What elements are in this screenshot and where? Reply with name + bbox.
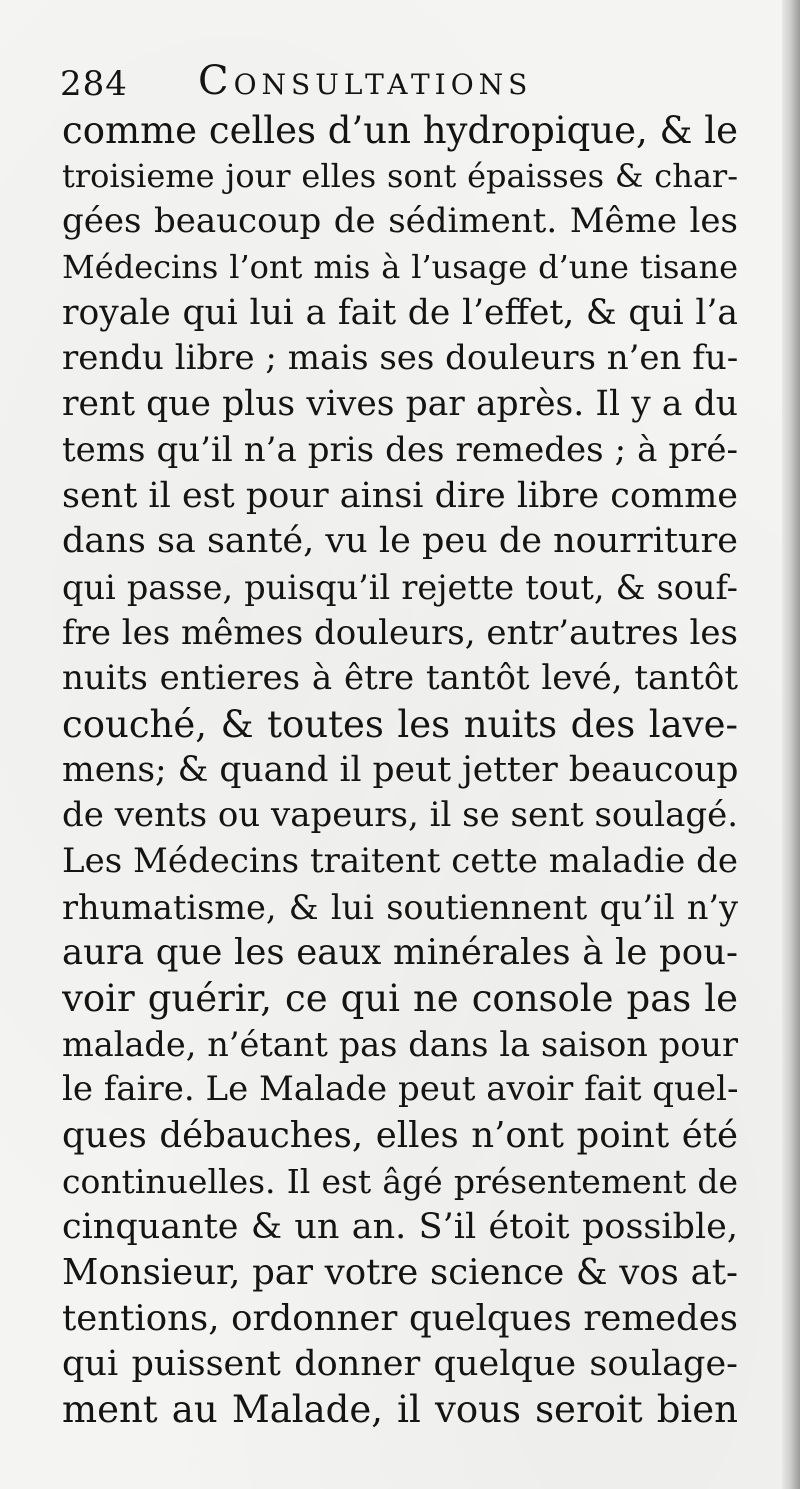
text-line: gées beaucoup de sédiment. Même les — [62, 201, 738, 242]
text-line: rhumatisme, & lui soutiennent qu’il n’y — [62, 887, 738, 927]
text-line: rendu libre ; mais ses douleurs n’en fu- — [62, 338, 738, 379]
page-header — [60, 58, 620, 106]
text-line: Médecins l’ont mis à l’usage d’une tisane — [62, 248, 738, 287]
text-line: ment au Malade, il vous seroit bien — [62, 1388, 738, 1432]
text-line: troisieme jour elles sont épaisses & char- — [62, 156, 738, 195]
text-line: comme celles d’un hydropique, & le — [62, 109, 738, 152]
text-line: Les Médecins traitent cette maladie de — [62, 841, 738, 881]
text-line: royale qui lui a fait de l’effet, & qui l’a — [62, 292, 738, 333]
page-edge-shadow — [782, 0, 800, 1489]
text-line: qui puissent donner quelque soulage- — [62, 1343, 738, 1384]
text-line: aura que les eaux minérales à le pou- — [62, 932, 738, 974]
text-line: tentions, ordonner quelques remedes — [62, 1297, 738, 1339]
text-line: tems qu’il n’a pris des remedes ; à pré- — [62, 429, 738, 470]
text-line: malade, n’étant pas dans la saison pour — [62, 1024, 738, 1064]
text-line: sent il est pour ainsi dire libre comme — [62, 475, 738, 516]
text-line: qui passe, puisqu’il rejette tout, & souf- — [62, 567, 738, 607]
text-line: fre les mêmes douleurs, entr’autres les — [62, 612, 738, 653]
text-line: nuits entieres à être tantôt levé, tantôt — [62, 658, 738, 699]
text-line: Monsieur, par votre science & vos at- — [62, 1252, 738, 1294]
text-line: le faire. Le Malade peut avoir fait quel- — [62, 1069, 738, 1110]
body-text — [62, 108, 738, 1433]
text-line: couché, & toutes les nuits des lave- — [62, 702, 738, 746]
text-line: rent que plus vives par après. Il y a du — [62, 384, 738, 425]
text-line: de vents ou vapeurs, il se sent soulagé. — [62, 795, 738, 836]
text-line: voir guérir, ce qui ne console pas le — [62, 977, 738, 1021]
text-line: continuelles. Il est âgé présentement de — [62, 1161, 738, 1201]
text-line: ques débauches, elles n’ont point été — [62, 1115, 738, 1157]
text-line: cinquante & un an. S’il étoit possible, — [62, 1206, 738, 1247]
running-head: Consultations — [198, 58, 533, 104]
text-line: mens; & quand il peut jetter beaucoup — [62, 749, 738, 790]
text-line: dans sa santé, vu le peu de nourriture — [62, 521, 738, 562]
page-number: 284 — [60, 64, 128, 104]
